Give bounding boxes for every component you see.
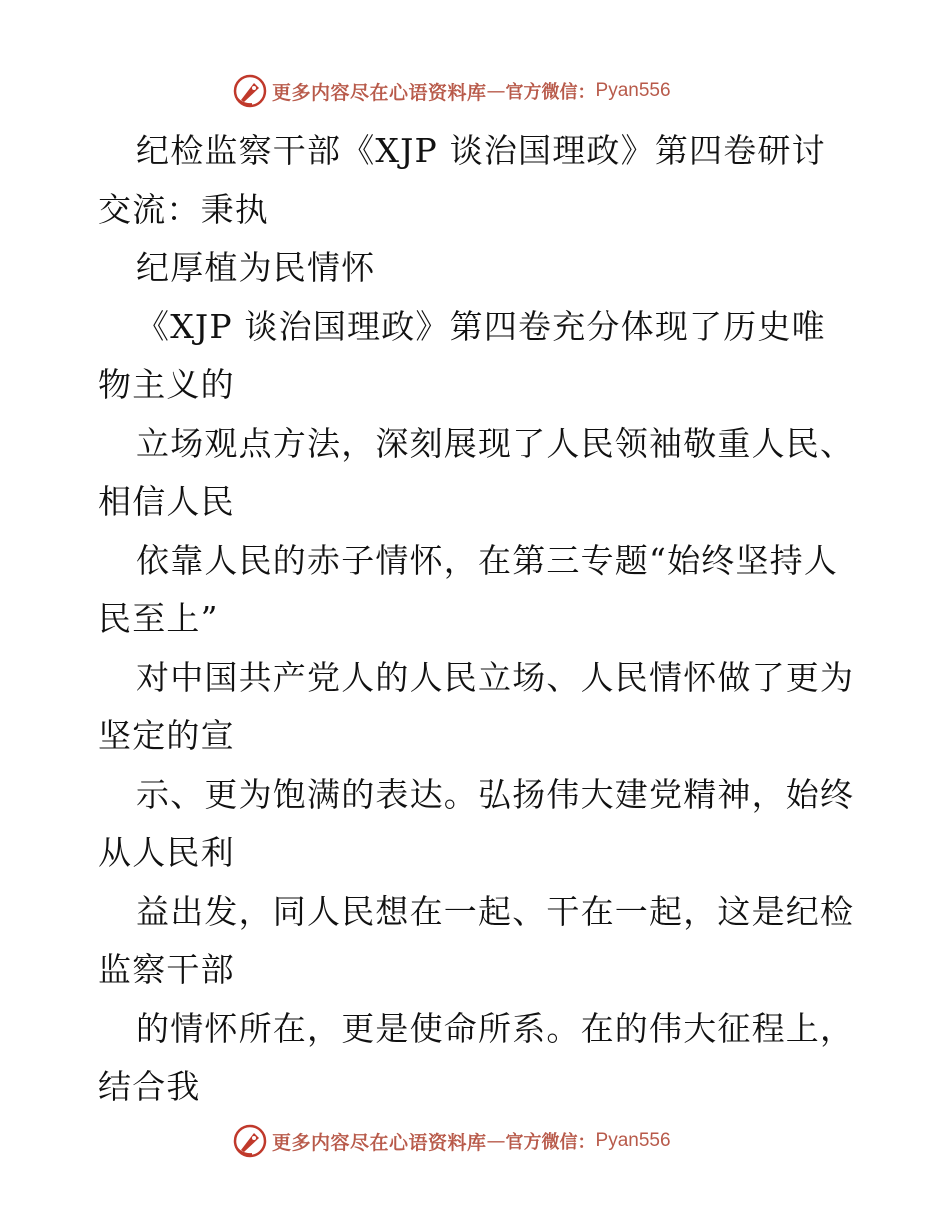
document-body — [98, 122, 858, 1117]
watermark-wechat-id: Pyan556 — [595, 1130, 671, 1151]
paragraph: 依靠人民的赤子情怀，在第三专题“始终坚持人民至上” — [98, 540, 839, 638]
watermark-wechat-id: Pyan556 — [595, 80, 671, 101]
watermark-footer — [232, 1123, 671, 1159]
paragraph: 示、更为饱满的表达。弘扬伟大建党精神，始终从人民利 — [98, 774, 855, 872]
pen-nib-logo-icon — [232, 73, 268, 109]
pen-nib-logo-icon — [232, 1123, 268, 1159]
paragraph: 益出发，同人民想在一起、干在一起，这是纪检监察干部 — [98, 891, 855, 989]
paragraph: 对中国共产党人的人民立场、人民情怀做了更为坚定的宣 — [98, 657, 855, 755]
paragraph: 纪厚植为民情怀 — [136, 248, 376, 287]
watermark-dash: — — [486, 80, 506, 102]
watermark-header — [232, 73, 671, 109]
watermark-text: 更多内容尽在心语资料库 — [272, 1131, 487, 1154]
watermark-wechat-label: 官方微信： — [505, 1132, 596, 1153]
watermark-text: 更多内容尽在心语资料库 — [272, 81, 487, 104]
watermark-dash: — — [486, 1130, 506, 1152]
watermark-wechat-label: 官方微信： — [505, 82, 596, 103]
paragraph: 纪检监察干部《XJP 谈治国理政》第四卷研讨交流：秉执 — [98, 131, 826, 229]
paragraph: 的情怀所在，更是使命所系。在的伟大征程上，结合我 — [98, 1008, 855, 1106]
paragraph: 立场观点方法，深刻展现了人民领袖敬重人民、相信人民 — [98, 423, 855, 521]
paragraph: 《XJP 谈治国理政》第四卷充分体现了历史唯物主义的 — [98, 306, 826, 404]
